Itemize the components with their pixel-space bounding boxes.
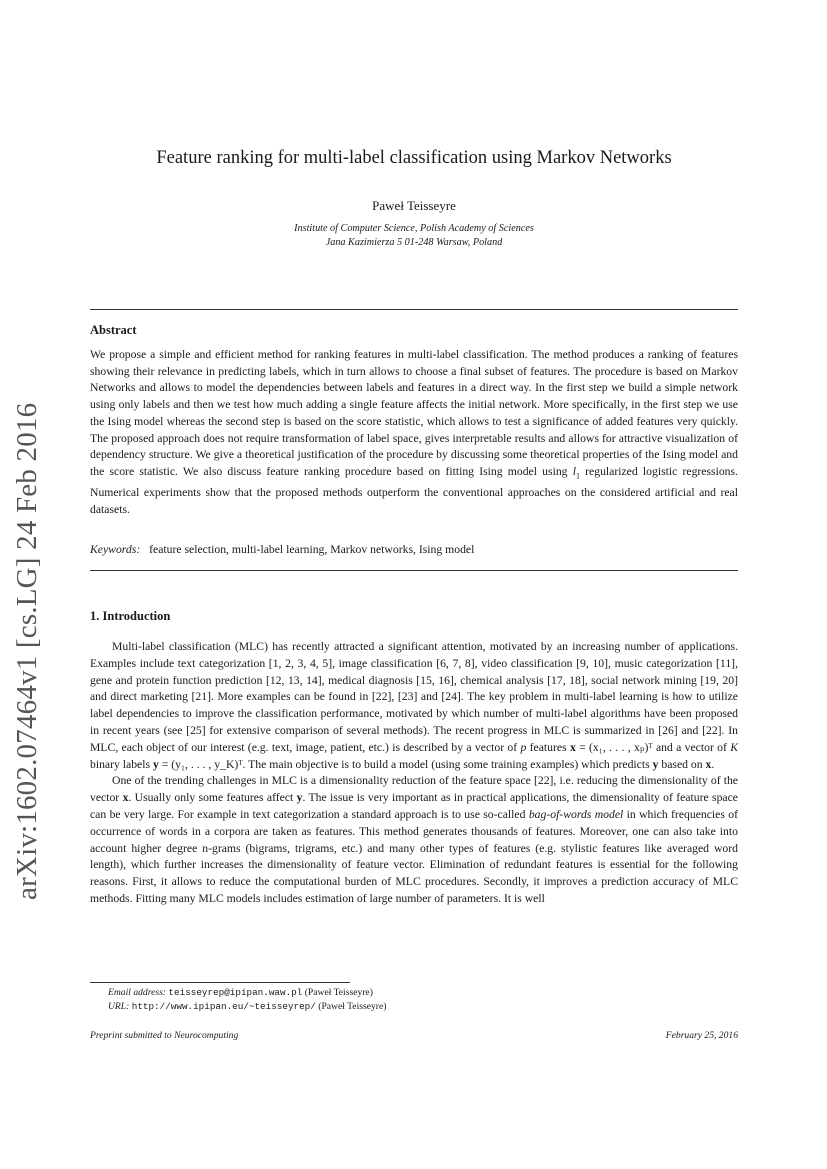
top-divider [90,309,738,310]
footnote-divider [90,982,350,983]
footnotes [108,986,386,1014]
affiliation-line-1: Institute of Computer Science, Polish Academy of Sciences [294,223,534,234]
affiliation-line-2: Jana Kazimierza 5 01-248 Warsaw, Poland [325,237,503,248]
abstract-heading: Abstract [90,323,137,337]
intro-paragraph-1: Multi-label classification (MLC) has recently attracted a significant attention, motivated by an increasing number of applications. Examples include text categorization [1, 2, 3, 4, 5], image classification [6, 7, 8], video classification [9, 10], music categorization [11], gene and protein function prediction [12, 13, 14], medical diagnosis [15, 16], chemical analysis [17, 18], social network mining [19, 20] and direct marketing [21]. More examples can be found in [22], [23] and [24]. The key problem in multi-label learning is how to utilize label dependencies to improve the classification performance, motivated by which number of multi-label algorithms have been proposed in recent years (see [25] for extensive comparison of several methods). The recent progress in MLC is summarized in [26] and [22]. In MLC, each object of our interest (e.g. text, image, patient, etc.) is described by a vector of p features x = (x₁, . . . , xₚ)ᵀ and a vector of K binary labels y = (y₁, . . . , y_K)ᵀ. The main objective is to build a model (using some training examples) which predicts y based on x. [90,640,738,771]
homepage-link[interactable]: http://www.ipipan.eu/~teisseyrep/ [131,1001,316,1012]
keywords [90,543,738,556]
introduction-body [90,639,738,908]
footer-preprint-note: Preprint submitted to Neurocomputing [90,1030,239,1041]
section-heading-introduction: 1. Introduction [90,609,171,623]
abstract-bottom-divider [90,570,738,571]
paper-title: Feature ranking for multi-label classification using Markov Networks [156,148,672,168]
footnote-email: Email address: teisseyrep@ipipan.waw.pl (Paweł Teisseyre) [108,987,373,998]
keywords-label: Keywords: [90,543,141,556]
abstract-text: We propose a simple and efficient method for ranking features in multi-label classification. The method produces a ranking of features showing their relevance in predicting labels, which in turn allows to choose a final subset of features. The procedure is based on Markov Networks and allows to model the dependencies between labels and features in a direct way. In the first step we build a simple network using only labels and then we test how much adding a single feature affects the initial network. More specifically, in the first step we use the Ising model whereas the second step is based on the score statistic, which allows to test a significance of added features very quickly. The proposed approach does not require transformation of label space, gives interpretable results and allows for attractive visualization of dependency structure. We give a theoretical justification of the procedure by discussing some theoretical properties of the Ising model and the score statistic. We also discuss feature ranking procedure based on fitting Ising model using $l_1$ regularized logistic regressions. Numerical experiments show that the proposed methods outperform the conventional approaches on the considered artificial and real datasets. [90,348,738,516]
author-name: Paweł Teisseyre [372,198,456,213]
affiliation [90,222,738,250]
email-link[interactable]: teisseyrep@ipipan.waw.pl [168,987,303,998]
footnote-url: URL: http://www.ipipan.eu/~teisseyrep/ (Paweł Teisseyre) [108,1001,387,1012]
keywords-text: feature selection, multi-label learning, Markov networks, Ising model [149,543,475,556]
arxiv-identifier-stamp: arXiv:1602.07464v1 [cs.LG] 24 Feb 2016 [11,402,43,900]
intro-paragraph-2: One of the trending challenges in MLC is a dimensionality reduction of the feature space [22], i.e. reducing the dimensionality of the vector x. Usually only some features affect y. The issue is very important as in practical applications, the dimensionality of feature space can be very large. For example in text categorization a standard approach is to use so-called bag-of-words model in which frequencies of occurrence of words in a corpora are taken as features. This method generates thousands of features. Moreover, one can also take into account higher degree n-grams (bigrams, trigrams, etc.) and many other types of features (e.g. stylistic features like averaged word length), which further increases the dimensionality of feature vector. Elimination of redundant features is essential for the following reasons. First, it allows to reduce the computational burden of MLC procedures. Secondly, it improves a prediction accuracy of MLC methods. Fitting many MLC models includes estimation of large number of parameters. It is well [90,774,739,905]
page-footer [90,1030,738,1041]
footer-date: February 25, 2016 [665,1030,738,1041]
